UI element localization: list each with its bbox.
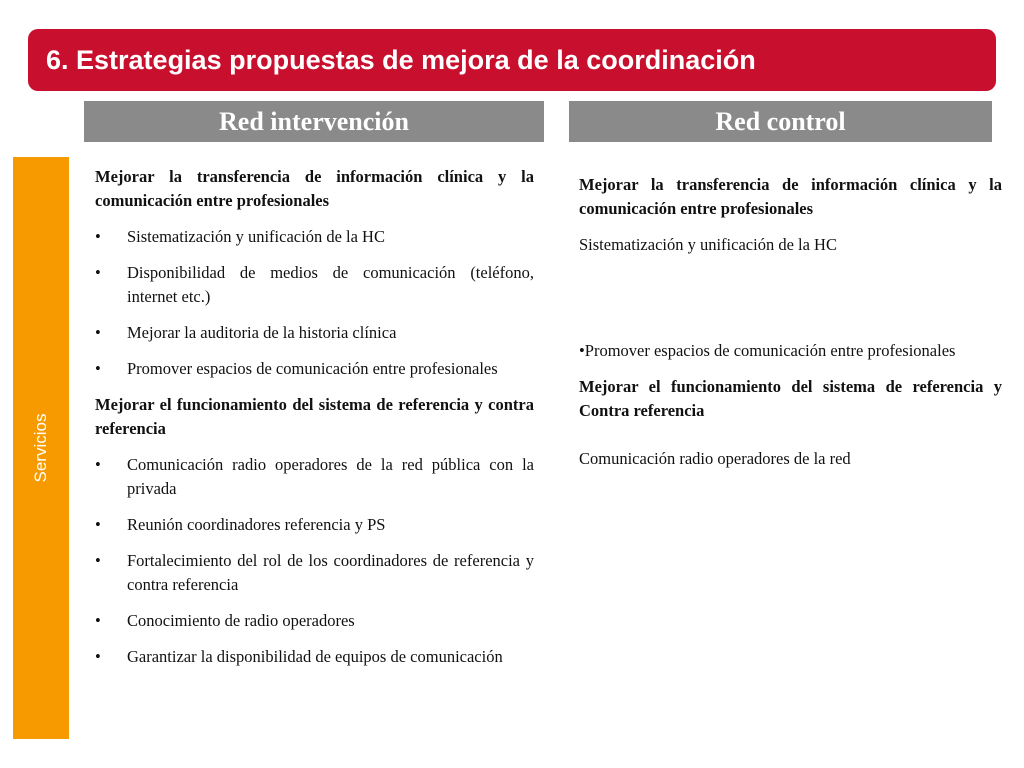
list-item-text: Comunicación radio operadores de la red pública con la privada [127, 455, 534, 498]
list-item [95, 261, 534, 309]
intervention-column [95, 165, 534, 669]
list-item [95, 453, 534, 501]
list-item-text: Sistematización y unificación de la HC [127, 227, 385, 246]
column-header-control: Red control [569, 101, 992, 142]
list-item [95, 513, 534, 537]
bullet-icon: • [95, 455, 101, 474]
list-item-text: Reunión coordinadores referencia y PS [127, 515, 386, 534]
bullet-icon: • [95, 647, 101, 666]
transfer-bullet-list [95, 225, 534, 381]
bullet-icon: • [95, 263, 101, 282]
bullet-icon: • [95, 515, 101, 534]
side-category-label: Servicios [31, 413, 50, 483]
bullet-icon: • [95, 611, 101, 630]
list-item [95, 321, 534, 345]
page-title: 6. Estrategias propuestas de mejora de la coordinación [46, 44, 756, 75]
bullet-icon: • [95, 359, 101, 378]
list-item-text: Promover espacios de comunicación entre profesionales [127, 359, 498, 378]
list-item [95, 609, 534, 633]
list-item [95, 225, 534, 249]
section-heading-transfer: Mejorar la transferencia de información clínica y la comunicación entre profesionales [579, 175, 1002, 218]
list-item-text: Disponibilidad de medios de comunicación (teléfono, internet etc.) [127, 263, 534, 306]
section-heading-transfer: Mejorar la transferencia de información clínica y la comunicación entre profesionales [95, 167, 534, 210]
control-column [579, 173, 1002, 471]
section-heading-referral: Mejorar el funcionamiento del sistema de referencia y Contra referencia [579, 377, 1002, 420]
list-item-text: Fortalecimiento del rol de los coordinadores de referencia y contra referencia [127, 551, 534, 594]
title-banner [28, 29, 996, 91]
control-item-hc: Sistematización y unificación de la HC [579, 235, 837, 254]
list-item [95, 549, 534, 597]
list-item-text: Mejorar la auditoria de la historia clínica [127, 323, 397, 342]
bullet-icon: • [95, 323, 101, 342]
bullet-icon: • [95, 551, 101, 570]
side-category-bar [13, 157, 69, 739]
bullet-icon: • [95, 227, 101, 246]
list-item [95, 645, 534, 669]
referral-bullet-list [95, 453, 534, 669]
list-item-text: Conocimiento de radio operadores [127, 611, 355, 630]
control-item-spaces: •Promover espacios de comunicación entre profesionales [579, 341, 956, 360]
list-item [95, 357, 534, 381]
list-item-text: Garantizar la disponibilidad de equipos de comunicación [127, 647, 503, 666]
section-heading-referral: Mejorar el funcionamiento del sistema de referencia y contra referencia [95, 395, 534, 438]
control-item-radio: Comunicación radio operadores de la red [579, 449, 851, 468]
column-header-intervention: Red intervención [84, 101, 544, 142]
